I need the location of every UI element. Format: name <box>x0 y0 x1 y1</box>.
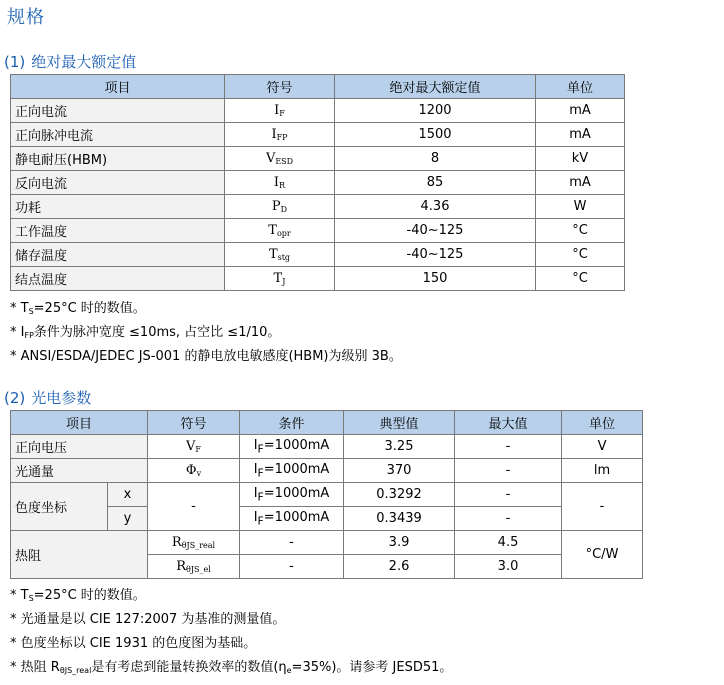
optical-table <box>10 410 643 579</box>
row-label: 结点温度 <box>11 267 225 291</box>
row-label: 热阻 <box>11 531 148 579</box>
header-symbol: 符号 <box>148 411 240 435</box>
table-header-row <box>11 411 643 435</box>
table-row <box>11 243 625 267</box>
row-symbol: $\Phi_v$ <box>148 459 240 483</box>
row-symbol: $P_D$ <box>225 195 335 219</box>
row-label: 光通量 <box>11 459 148 483</box>
note-1-1: * $T_S=25^\circ C$ 时的数值。 <box>10 301 146 316</box>
row-symbol: $I_F$ <box>225 99 335 123</box>
table-row <box>11 123 625 147</box>
note-2-1: * $T_S=25^\circ C$ 时的数值。 <box>10 588 146 603</box>
header-symbol: 符号 <box>225 75 335 99</box>
row-symbol: $T_{stg}$ <box>225 243 335 267</box>
header-rating: 绝对最大额定值 <box>335 75 536 99</box>
row-value: 4.36 <box>335 195 536 219</box>
row-symbol: $R_{\theta JS\_real}$ <box>148 531 240 555</box>
row-condition: $I_F=1000mA$ <box>240 507 344 531</box>
row-symbol: - <box>148 483 240 531</box>
table-row <box>11 219 625 243</box>
row-value: 150 <box>335 267 536 291</box>
row-unit: mA <box>536 123 625 147</box>
row-symbol: $V_F$ <box>148 435 240 459</box>
table-row <box>11 459 643 483</box>
table-header-row <box>11 75 625 99</box>
row-condition: $I_F=1000mA$ <box>240 483 344 507</box>
row-symbol: $V_{ESD}$ <box>225 147 335 171</box>
note-2-4: * 热阻 $R_{\theta JS\_real}$是有考虑到能量转换效率的数值$(\eta_e=35\%)$。请参考 JESD51。 <box>10 660 453 675</box>
row-condition: $I_F=1000mA$ <box>240 459 344 483</box>
row-symbol: $R_{\theta JS\_el}$ <box>148 555 240 579</box>
row-typical: 2.6 <box>344 555 455 579</box>
page-title: 规格 <box>7 7 45 28</box>
table-row <box>11 195 625 219</box>
row-value: 1200 <box>335 99 536 123</box>
row-label: 正向脉冲电流 <box>11 123 225 147</box>
header-unit: 单位 <box>562 411 643 435</box>
row-symbol: $I_{FP}$ <box>225 123 335 147</box>
row-unit: kV <box>536 147 625 171</box>
row-condition: $I_F=1000mA$ <box>240 435 344 459</box>
row-label: 工作温度 <box>11 219 225 243</box>
row-max: 4.5 <box>455 531 562 555</box>
row-label: 储存温度 <box>11 243 225 267</box>
row-unit: °C <box>536 267 625 291</box>
header-item: 项目 <box>11 75 225 99</box>
table-row <box>11 147 625 171</box>
row-value: 85 <box>335 171 536 195</box>
row-symbol: $T_J$ <box>225 267 335 291</box>
table-row <box>11 483 643 507</box>
row-label: 正向电流 <box>11 99 225 123</box>
row-unit: mA <box>536 171 625 195</box>
row-typical: 0.3292 <box>344 483 455 507</box>
note-2-3: * 色度坐标以 CIE 1931 的色度图为基础。 <box>10 636 257 651</box>
row-value: -40~125 <box>335 243 536 267</box>
row-typical: 3.9 <box>344 531 455 555</box>
row-unit: °C <box>536 219 625 243</box>
row-value: 8 <box>335 147 536 171</box>
row-label: 正向电压 <box>11 435 148 459</box>
section2-title: 光电参数 <box>31 389 92 407</box>
row-typical: 370 <box>344 459 455 483</box>
row-value: 1500 <box>335 123 536 147</box>
header-condition: 条件 <box>240 411 344 435</box>
row-unit: W <box>536 195 625 219</box>
note-2-2: * 光通量是以 CIE 127:2007 为基准的测量值。 <box>10 612 286 627</box>
row-unit: °C <box>536 243 625 267</box>
table-row <box>11 171 625 195</box>
table-row <box>11 435 643 459</box>
header-max: 最大值 <box>455 411 562 435</box>
row-unit: lm <box>562 459 643 483</box>
absolute-max-table <box>10 74 625 291</box>
note-1-2: * $I_{FP}$条件为脉冲宽度 ≤10ms, 占空比 ≤1/10。 <box>10 325 281 340</box>
row-symbol: $T_{opr}$ <box>225 219 335 243</box>
row-max: - <box>455 483 562 507</box>
row-sublabel-y: y <box>108 507 148 531</box>
header-typical: 典型值 <box>344 411 455 435</box>
row-unit: mA <box>536 99 625 123</box>
table-row <box>11 99 625 123</box>
section1-number: (1) <box>4 53 26 71</box>
row-label: 静电耐压(HBM) <box>11 147 225 171</box>
row-unit: - <box>562 483 643 531</box>
section2-heading <box>4 387 91 408</box>
row-unit: °C/W <box>562 531 643 579</box>
row-max: - <box>455 459 562 483</box>
row-typical: 0.3439 <box>344 507 455 531</box>
row-sublabel-x: x <box>108 483 148 507</box>
section1-title: 绝对最大额定值 <box>31 53 137 71</box>
row-label: 功耗 <box>11 195 225 219</box>
table-row <box>11 267 625 291</box>
note-1-3: * ANSI/ESDA/JEDEC JS-001 的静电放电敏感度(HBM)为级别 3B。 <box>10 349 402 364</box>
section1-heading <box>4 51 136 72</box>
row-value: -40~125 <box>335 219 536 243</box>
section2-number: (2) <box>4 389 26 407</box>
header-item: 项目 <box>11 411 148 435</box>
row-label: 反向电流 <box>11 171 225 195</box>
row-max: 3.0 <box>455 555 562 579</box>
row-condition: - <box>240 531 344 555</box>
table-row <box>11 531 643 555</box>
row-max: - <box>455 435 562 459</box>
header-unit: 单位 <box>536 75 625 99</box>
row-unit: V <box>562 435 643 459</box>
row-max: - <box>455 507 562 531</box>
row-condition: - <box>240 555 344 579</box>
row-label: 色度坐标 <box>11 483 108 531</box>
row-symbol: $I_R$ <box>225 171 335 195</box>
row-typical: 3.25 <box>344 435 455 459</box>
